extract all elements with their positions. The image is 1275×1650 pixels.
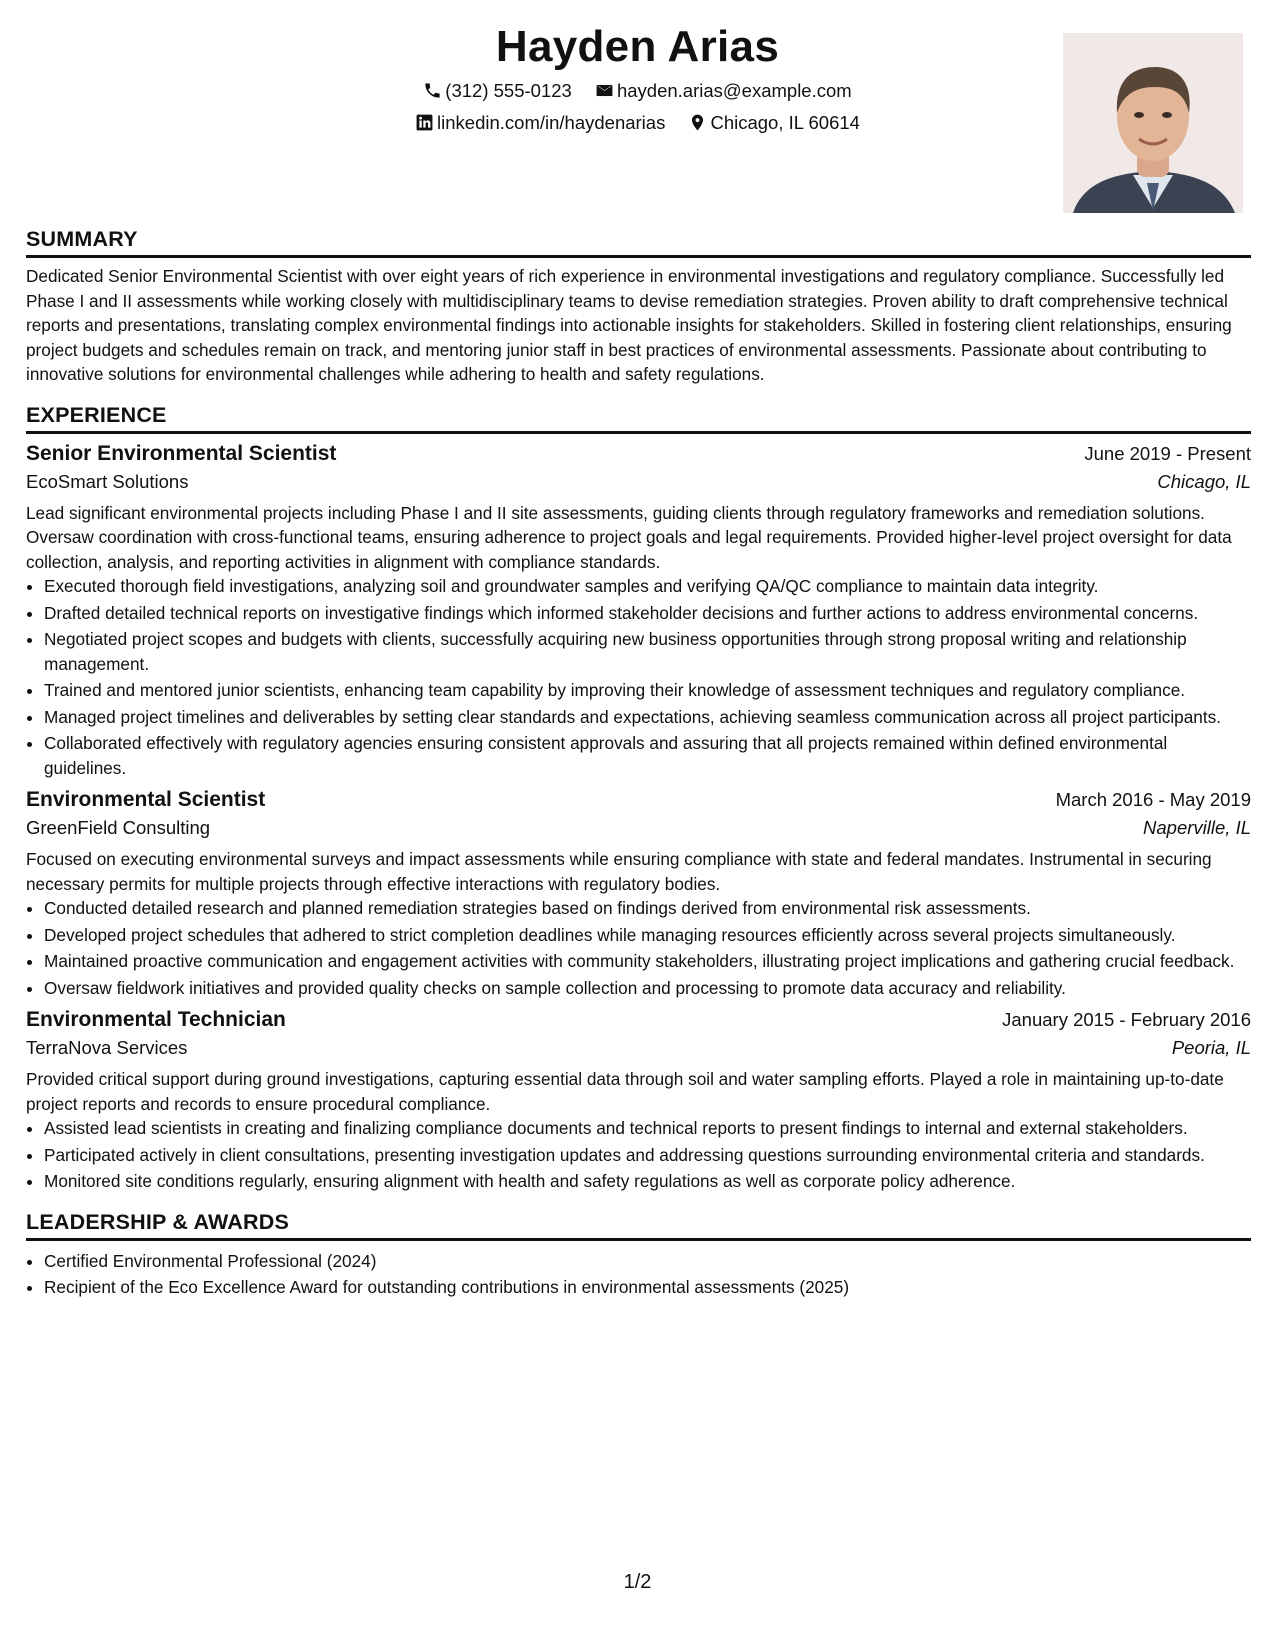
list-item: • Drafted detailed technical reports on investigative findings which informed stakeholder decisions and further actions to address environmental concerns. [44,601,1251,626]
page-number: 1/2 [623,1571,652,1593]
envelope-icon [595,81,614,100]
list-item: • Oversaw fieldwork initiatives and provided quality checks on sample collection and processing to promote data accuracy and reliability. [44,976,1251,1001]
list-item: • Developed project schedules that adhered to strict completion deadlines while managing resources efficiently across several projects simultaneously. [44,923,1251,948]
job-dates: March 2016 - May 2019 [1055,789,1251,810]
summary-section [26,227,1251,387]
email-contact[interactable] [595,80,852,102]
list-item: • Maintained proactive communication and engagement activities with community stakeholders, illustrating project implications and gathering crucial feedback. [44,949,1251,974]
list-item: • Negotiated project scopes and budgets with clients, successfully acquiring new business opportunities through strong proposal writing and relationship management. [44,627,1251,676]
awards-section [26,1210,1251,1300]
list-item: • Assisted lead scientists in creating and finalizing compliance documents and technical reports to present findings to internal and external stakeholders. [44,1116,1251,1141]
list-item: • Certified Environmental Professional (2024) [44,1249,1251,1274]
job-location: Peoria, IL [1171,1037,1251,1058]
company-name: TerraNova Services [26,1037,188,1058]
profile-photo [1063,33,1243,213]
linkedin-contact[interactable] [415,112,665,134]
summary-heading: SUMMARY [26,227,1251,258]
experience-heading: EXPERIENCE [26,403,1251,434]
candidate-name: Hayden Arias [495,22,780,71]
job-title: Environmental Scientist [26,788,266,811]
job-bullets [26,574,1251,780]
job-description: Focused on executing environmental surveys and impact assessments while ensuring compliance with state and federal mandates. Instrumental in securing necessary permits for multiple projects through effective interactions with regulatory bodies. [26,849,1212,894]
job-location: Naperville, IL [1143,817,1251,838]
awards-heading: LEADERSHIP & AWARDS [26,1210,1251,1241]
list-item: • Executed thorough field investigations, analyzing soil and groundwater samples and verifying QA/QC compliance to maintain data integrity. [44,574,1251,599]
linkedin-icon [415,113,434,132]
job-entry [26,1008,1251,1194]
job-location: Chicago, IL [1157,470,1251,492]
job-entry [26,442,1251,781]
list-item: • Recipient of the Eco Excellence Award for outstanding contributions in environmental assessments (2025) [44,1275,1251,1300]
job-dates: June 2019 - Present [1084,442,1251,464]
company-name: EcoSmart Solutions [26,470,189,492]
location-contact [688,112,859,134]
map-pin-icon [688,113,707,132]
summary-text: Dedicated Senior Environmental Scientist with over eight years of rich experience in environmental investigations and regulatory compliance. Successfully led Phase I and II assessments while working closely with multidisciplinary teams to devise remediation strategies. Proven ability to draft comprehensive technical reports and presentations, translating complex environmental findings into actionable insights for stakeholders. Skilled in fostering client relationships, ensuring project budgets and schedules remain on track, and mentoring junior staff in best practices of environmental assessments. Passionate about contributing to innovative solutions for environmental challenges while adhering to health and safety regulations. [26,266,1232,384]
company-name: GreenField Consulting [26,817,211,838]
job-title: Senior Environmental Scientist [26,441,337,465]
job-dates: January 2015 - February 2016 [1002,1009,1251,1030]
resume-header [0,0,1275,230]
linkedin-text[interactable]: linkedin.com/in/haydenarias [437,112,666,133]
list-item: • Conducted detailed research and planned remediation strategies based on findings derived from environmental risk assessments. [44,896,1251,921]
job-entry [26,788,1251,1000]
resume-body [26,227,1251,1316]
email-text[interactable]: hayden.arias@example.com [616,80,852,101]
list-item: • Trained and mentored junior scientists, enhancing team capability by improving their knowledge of assessment techniques and regulatory compliance. [44,678,1251,703]
phone-text: (312) 555-0123 [445,80,572,101]
experience-section [26,403,1251,1194]
portrait-image [1063,33,1243,213]
list-item: • Monitored site conditions regularly, ensuring alignment with health and safety regulations as well as corporate policy adherence. [44,1169,1251,1194]
awards-list [26,1249,1251,1300]
phone-contact [423,80,572,102]
job-description: Provided critical support during ground investigations, capturing essential data through soil and water sampling efforts. Played a role in maintaining up-to-date project reports and records to ensure procedural compliance. [26,1069,1224,1114]
list-item: • Participated actively in client consultations, presenting investigation updates and addressing questions surrounding environmental criteria and standards. [44,1143,1251,1168]
job-bullets [26,1116,1251,1194]
location-text: Chicago, IL 60614 [710,112,860,133]
job-title: Environmental Technician [26,1008,286,1031]
list-item: • Managed project timelines and deliverables by setting clear standards and expectations, achieving seamless communication across all project participants. [44,705,1251,730]
job-description: Lead significant environmental projects including Phase I and II site assessments, guiding clients through regulatory frameworks and remediation solutions. Oversaw coordination with cross-functional teams, ensuring adherence to project goals and legal requirements. Provided higher-level project oversight for data collection, analysis, and reporting activities in alignment with compliance standards. [26,502,1232,572]
list-item: • Collaborated effectively with regulatory agencies ensuring consistent approvals and assuring that all projects remained within defined environmental guidelines. [44,731,1251,780]
phone-icon [423,81,442,100]
job-bullets [26,896,1251,1000]
